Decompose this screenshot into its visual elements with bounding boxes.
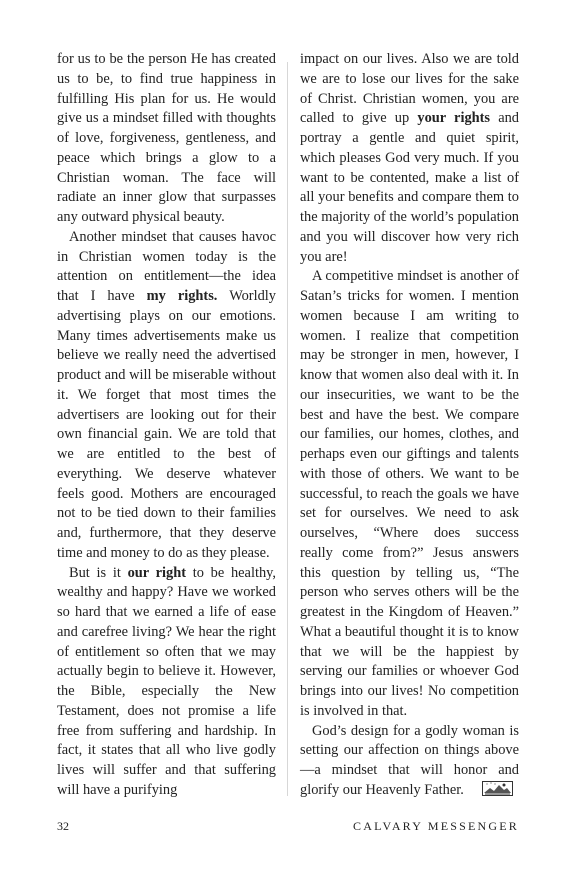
paragraph-text: God’s design for a godly woman is setting our affection on things above—a mindset that will honor and glorify our Heavenly Father. <box>300 722 519 798</box>
paragraph-text: for us to be the person He has created us to be, to find true happiness in fulfilling His plan for us. He would give us a mindset filled with thoughts of love, forgiveness, gentleness, and peace which brings a glow to a Christian woman. The face will radiate an inner glow that surpasses any outward physical beauty. <box>57 51 276 225</box>
bold-phrase: our right <box>127 564 187 581</box>
paragraph <box>57 50 276 228</box>
paragraph-text: A competitive mindset is another of Satan’s tricks for women. I mention women because I am writing to women. I realize that competition may be stronger in men, however, I know that women also deal with it. In our insecurities, we want to be the best and have the best. We compare our families, our homes, clothes, and perhaps even our giftings and talents with those of others. We want to be successful, to reach the goals we have set for ourselves. We need to ask ourselves, “Where does success really come from?” Jesus answers this question by telling us, “The person who serves others will be the greatest in the Kingdom of Heaven.” What a beautiful thought it is to know that we will be the happiest by serving our families or whoever God brings into our lives! No competition is involved in that. <box>300 268 519 719</box>
paragraph <box>300 267 519 721</box>
page-footer <box>57 819 519 837</box>
paragraph <box>57 564 276 801</box>
paragraph <box>300 722 519 801</box>
paragraph-text: Worldly advertising plays on our emotions. Many times advertisements make us believe we really need the advertised product and will be miserable without it. We forget that most times the advertisers are looking out for their own financial gain. We are told that we are entitled to the best of everything. We deserve whatever feels good. Mothers are encouraged not to be tied down to their families and, furthermore, that they deserve time and money to do as they please. <box>57 288 276 561</box>
landscape-end-mark-icon <box>470 781 501 796</box>
paragraph <box>300 50 519 267</box>
paragraph-text: But is it <box>69 564 128 581</box>
right-column <box>300 50 519 801</box>
bold-phrase: your rights <box>417 110 491 127</box>
bold-phrase: my rights. <box>146 288 218 304</box>
paragraph-text: and portray a gentle and quiet spirit, which pleases God very much. If you want to be contented, make a list of all your benefits and compare them to the majority of the world’s population and you will discover how very rich you are! <box>300 110 519 265</box>
paragraph-text: to be healthy, wealthy and happy? Have we worked so hard that we earned a life of ease and carefree living? We hear the right of entitlement so often that we may actually begin to believe it. However, the Bible, especially the New Testament, does not promise a life free from suffering and hardship. In fact, it states that all who live godly lives will suffer and that suffering will have a purifying <box>57 564 276 798</box>
paragraph-text: Another mindset that causes havoc in Christian women today is the attention on entitlement—the idea that I have <box>57 228 276 304</box>
paragraph <box>57 228 276 564</box>
paragraph-text: impact on our lives. Also we are told we are to lose our lives for the sake of Christ. Christian women, you are called to give up <box>300 51 519 127</box>
column-divider <box>287 62 288 796</box>
left-column <box>57 50 276 801</box>
publication-title: CALVARY MESSENGER <box>353 819 519 833</box>
page-number: 32 <box>57 819 69 833</box>
